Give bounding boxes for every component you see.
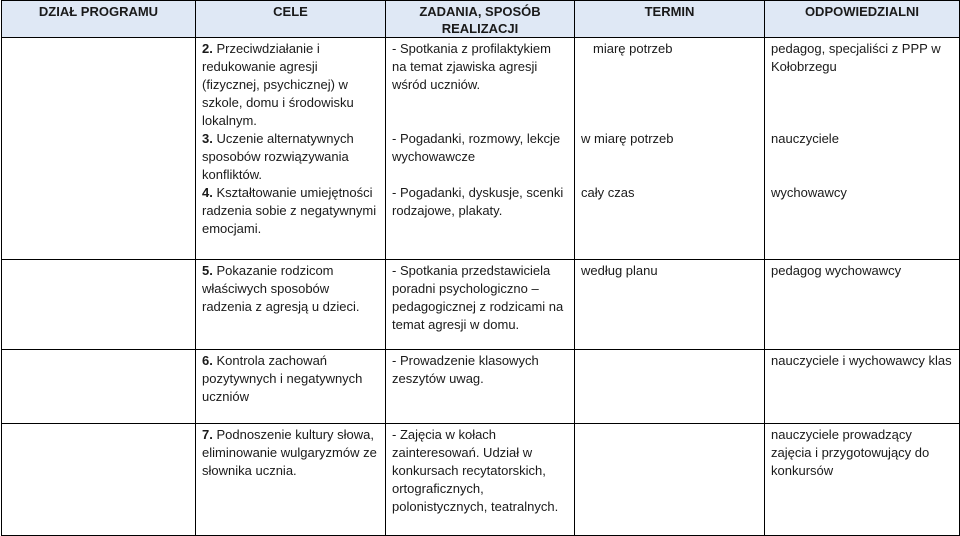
- goal-number: 4.: [202, 185, 213, 200]
- responsible-item: wychowawcy: [771, 185, 847, 200]
- term-item: miarę potrzeb: [593, 41, 673, 56]
- program-table: [1, 0, 960, 536]
- goal-number: 3.: [202, 131, 213, 146]
- header-row: [2, 1, 960, 38]
- tasks-cell: [386, 38, 575, 260]
- responsible-cell: nauczyciele i wychowawcy klas: [765, 350, 960, 424]
- goal-text: Przeciwdziałanie i redukowanie agresji (fizycznej, psychicznej) w szkole, domu i środowisku lokalnym.: [202, 41, 354, 128]
- responsible-cell: pedagog wychowawcy: [765, 260, 960, 350]
- goal-text: Uczenie alternatywnych sposobów rozwiązywania konfliktów.: [202, 131, 354, 182]
- goal-item: [202, 40, 379, 130]
- goal-item: [202, 130, 379, 184]
- dzial-cell: [2, 350, 196, 424]
- goal-number: 6.: [202, 353, 213, 368]
- tasks-cell: - Prowadzenie klasowych zeszytów uwag.: [386, 350, 575, 424]
- responsible-cell: nauczyciele prowadzący zajęcia i przygotowujący do konkursów: [765, 424, 960, 536]
- term-item: cały czas: [581, 185, 635, 200]
- goals-cell: [196, 350, 386, 424]
- task-item: - Spotkania z profilaktykiem na temat zjawiska agresji wśród uczniów.: [392, 41, 551, 92]
- table-row: [2, 260, 960, 350]
- table-row: [2, 350, 960, 424]
- terms-cell: [575, 38, 765, 260]
- header-odpowiedzialni: ODPOWIEDZIALNI: [765, 1, 960, 38]
- tasks-cell: - Spotkania przedstawiciela poradni psychologiczno – pedagogicznej z rodzicami na temat agresji w domu.: [386, 260, 575, 350]
- goal-number: 7.: [202, 427, 213, 442]
- header-cele: CELE: [196, 1, 386, 38]
- dzial-cell: [2, 424, 196, 536]
- goals-cell: [196, 260, 386, 350]
- goals-cell: [196, 424, 386, 536]
- header-termin: TERMIN: [575, 1, 765, 38]
- goals-cell: [196, 38, 386, 260]
- dzial-cell: [2, 38, 196, 260]
- goal-number: 2.: [202, 41, 213, 56]
- terms-cell: [575, 350, 765, 424]
- responsible-item: pedagog, specjaliści z PPP w Kołobrzegu: [771, 41, 941, 74]
- table-row: [2, 424, 960, 536]
- term-item: w miarę potrzeb: [581, 131, 674, 146]
- header-dzial-programu: DZIAŁ PROGRAMU: [2, 1, 196, 38]
- goal-text: Podnoszenie kultury słowa, eliminowanie wulgaryzmów ze słownika ucznia.: [202, 427, 377, 478]
- table-row: [2, 38, 960, 260]
- goal-item: [202, 184, 379, 238]
- responsible-item: nauczyciele: [771, 131, 839, 146]
- terms-cell: [575, 424, 765, 536]
- task-item: - Pogadanki, dyskusje, scenki rodzajowe, plakaty.: [392, 185, 564, 218]
- goal-text: Pokazanie rodzicom właściwych sposobów radzenia z agresją u dzieci.: [202, 263, 360, 314]
- tasks-cell: - Zajęcia w kołach zainteresowań. Udział w konkursach recytatorskich, ortograficznych, polonistycznych, teatralnych.: [386, 424, 575, 536]
- terms-cell: według planu: [575, 260, 765, 350]
- task-item: - Pogadanki, rozmowy, lekcje wychowawcze: [392, 131, 561, 164]
- goal-text: Kształtowanie umiejętności radzenia sobie z negatywnymi emocjami.: [202, 185, 377, 236]
- header-zadania: ZADANIA, SPOSÓB REALIZACJI: [386, 1, 575, 38]
- dzial-cell: [2, 260, 196, 350]
- goal-text: Kontrola zachowań pozytywnych i negatywnych uczniów: [202, 353, 363, 404]
- goal-number: 5.: [202, 263, 213, 278]
- responsible-cell: [765, 38, 960, 260]
